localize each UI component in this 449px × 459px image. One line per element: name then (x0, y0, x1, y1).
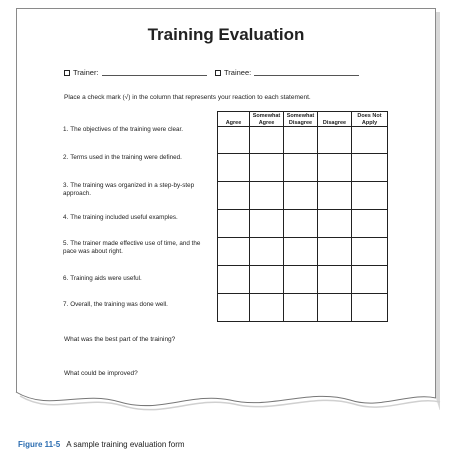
figure-caption-text: A sample training evaluation form (66, 440, 185, 449)
trainer-field[interactable] (64, 68, 207, 77)
rating-cell[interactable] (218, 210, 250, 238)
statement-3: 3. The training was organized in a step-by-step approach. (63, 182, 195, 197)
rating-cell[interactable] (318, 182, 352, 210)
rating-row-3 (218, 182, 388, 210)
rating-cell[interactable] (318, 238, 352, 266)
rating-cell[interactable] (318, 294, 352, 322)
statement-1: 1. The objectives of the training were clear. (63, 126, 183, 133)
rating-cell[interactable] (352, 294, 388, 322)
rating-cell[interactable] (352, 210, 388, 238)
statement-7: 7. Overall, the training was done well. (63, 301, 168, 308)
rating-cell[interactable] (218, 266, 250, 294)
col-agree: Agree (218, 112, 250, 127)
rating-cell[interactable] (218, 294, 250, 322)
rating-cell[interactable] (352, 266, 388, 294)
rating-cell[interactable] (352, 127, 388, 154)
rating-cell[interactable] (318, 210, 352, 238)
rating-cell[interactable] (218, 238, 250, 266)
figure-caption (18, 440, 185, 449)
statement-4: 4. The training included useful examples. (63, 214, 178, 221)
trainee-line[interactable] (254, 75, 359, 76)
rating-cell[interactable] (352, 182, 388, 210)
rating-cell[interactable] (250, 154, 284, 182)
form-title: Training Evaluation (147, 25, 305, 44)
statement-5: 5. The trainer made effective use of time, and the pace was about right. (63, 240, 201, 255)
rating-cell[interactable] (250, 294, 284, 322)
rating-row-4 (218, 210, 388, 238)
rating-cell[interactable] (250, 182, 284, 210)
rating-cell[interactable] (284, 238, 318, 266)
rating-cell[interactable] (284, 154, 318, 182)
rating-cell[interactable] (284, 127, 318, 154)
rating-cell[interactable] (318, 266, 352, 294)
instruction-text: Place a check mark (√) in the column that represents your reaction to each statement. (64, 94, 311, 101)
rating-cell[interactable] (250, 127, 284, 154)
col-does-not-apply: Does Not Apply (352, 112, 388, 127)
statement-2: 2. Terms used in the training were defined. (63, 154, 182, 161)
rating-cell[interactable] (250, 266, 284, 294)
rating-cell[interactable] (284, 266, 318, 294)
figure-label: Figure 11-5 (18, 440, 61, 449)
rating-cell[interactable] (218, 154, 250, 182)
statement-6: 6. Training aids were useful. (63, 275, 142, 282)
trainer-label: Trainer: (73, 68, 99, 77)
trainer-checkbox[interactable] (64, 70, 70, 76)
question-improve: What could be improved? (64, 370, 138, 377)
rating-cell[interactable] (318, 154, 352, 182)
rating-cell[interactable] (284, 294, 318, 322)
rating-cell[interactable] (352, 238, 388, 266)
rating-cell[interactable] (250, 238, 284, 266)
rating-cell[interactable] (218, 182, 250, 210)
torn-edge (10, 388, 442, 418)
rating-cell[interactable] (250, 210, 284, 238)
col-disagree: Disagree (318, 112, 352, 127)
trainee-field[interactable] (215, 68, 359, 77)
rating-grid (217, 111, 388, 322)
rating-header-row (218, 112, 388, 127)
rating-cell[interactable] (352, 154, 388, 182)
rating-row-2 (218, 154, 388, 182)
rating-row-5 (218, 238, 388, 266)
rating-cell[interactable] (218, 127, 250, 154)
trainee-label: Trainee: (224, 68, 252, 77)
rating-row-7 (218, 294, 388, 322)
question-best-part: What was the best part of the training? (64, 336, 176, 343)
col-somewhat-agree: Somewhat Agree (250, 112, 284, 127)
rating-row-1 (218, 127, 388, 154)
rating-cell[interactable] (284, 210, 318, 238)
rating-row-6 (218, 266, 388, 294)
trainee-checkbox[interactable] (215, 70, 221, 76)
rating-cell[interactable] (318, 127, 352, 154)
col-somewhat-disagree: Somewhat Disagree (284, 112, 318, 127)
trainer-line[interactable] (102, 75, 207, 76)
rating-cell[interactable] (284, 182, 318, 210)
